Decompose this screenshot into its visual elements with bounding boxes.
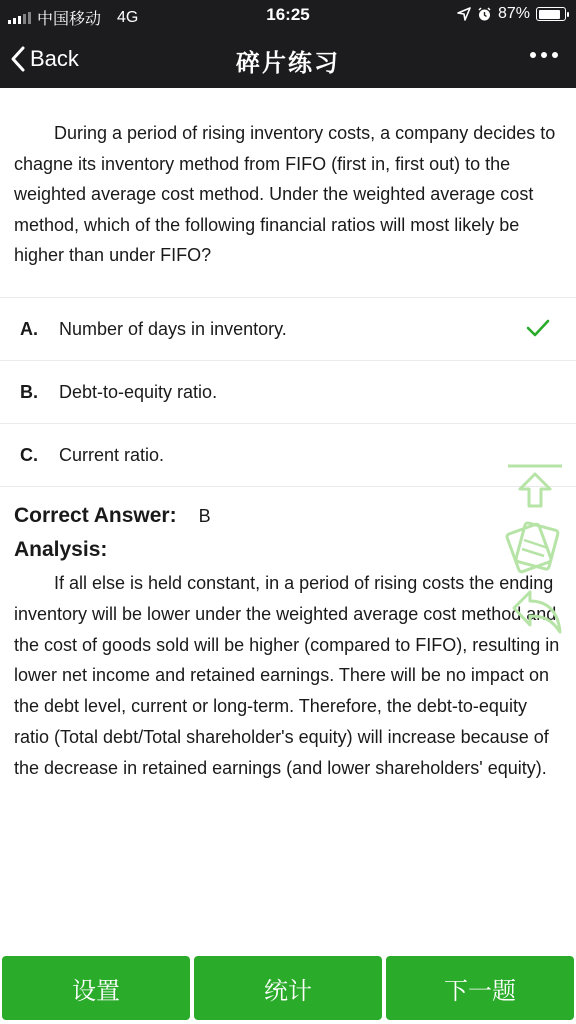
location-icon <box>457 7 471 21</box>
status-time: 16:25 <box>266 5 310 24</box>
scroll-top-icon[interactable] <box>506 462 564 512</box>
checkmark-icon <box>526 318 550 338</box>
alarm-icon <box>477 7 492 22</box>
option-b[interactable] <box>0 361 576 424</box>
carrier-label: 中国移动 <box>37 11 102 28</box>
status-right <box>457 5 566 23</box>
correct-answer <box>14 504 211 528</box>
page-title: 碎片练习 <box>236 50 340 77</box>
return-icon[interactable] <box>510 586 564 638</box>
correct-answer-value: B <box>198 506 211 526</box>
analysis-title: Analysis: <box>14 538 108 561</box>
option-text: Current ratio. <box>59 444 165 465</box>
option-a[interactable] <box>0 298 576 361</box>
next-question-button[interactable]: 下一题 <box>386 956 574 1020</box>
more-button[interactable] <box>530 52 558 58</box>
options-list <box>0 297 576 487</box>
option-letter: B. <box>20 381 38 402</box>
correct-answer-label: Correct Answer: <box>14 504 177 527</box>
stats-button[interactable]: 统计 <box>194 956 382 1020</box>
more-dot <box>541 52 547 58</box>
battery-fill <box>539 10 561 19</box>
battery-percent: 87% <box>497 5 530 22</box>
option-letter: C. <box>20 444 38 465</box>
option-text: Debt-to-equity ratio. <box>59 381 218 402</box>
question-text: During a period of rising inventory costs, a company decides to chagne its inventory method from FIFO (first in, first out) to the weighted average cost method. Under the weighted average cost method, which of the following financial ratios will most likely be higher than under FIFO? <box>14 123 556 266</box>
analysis-text: If all else is held constant, in a period of rising costs the ending inventory will be lower under the weighted average cost method and the cost of goods sold will be higher (compared to FIFO), resulting in lower net income and retained earnings. There will be no impact on the debt level, current or long-term. Therefore, the debt-to-equity ratio (Total debt/Total shareholder's equity) will increase because of the decrease in retained earnings (and lower shareholders' equity). <box>14 573 560 778</box>
network-label: 4G <box>117 8 139 26</box>
bottom-bar <box>0 956 576 1024</box>
back-label: Back <box>30 46 79 71</box>
battery-icon <box>536 7 566 21</box>
more-dot <box>552 52 558 58</box>
option-c[interactable] <box>0 424 576 487</box>
more-dot <box>530 52 536 58</box>
nav-bar <box>0 30 576 88</box>
option-text: Number of days in inventory. <box>59 318 287 339</box>
notes-icon[interactable] <box>504 518 564 576</box>
option-letter: A. <box>20 318 38 339</box>
status-bar <box>0 0 576 30</box>
settings-button[interactable]: 设置 <box>2 956 190 1020</box>
